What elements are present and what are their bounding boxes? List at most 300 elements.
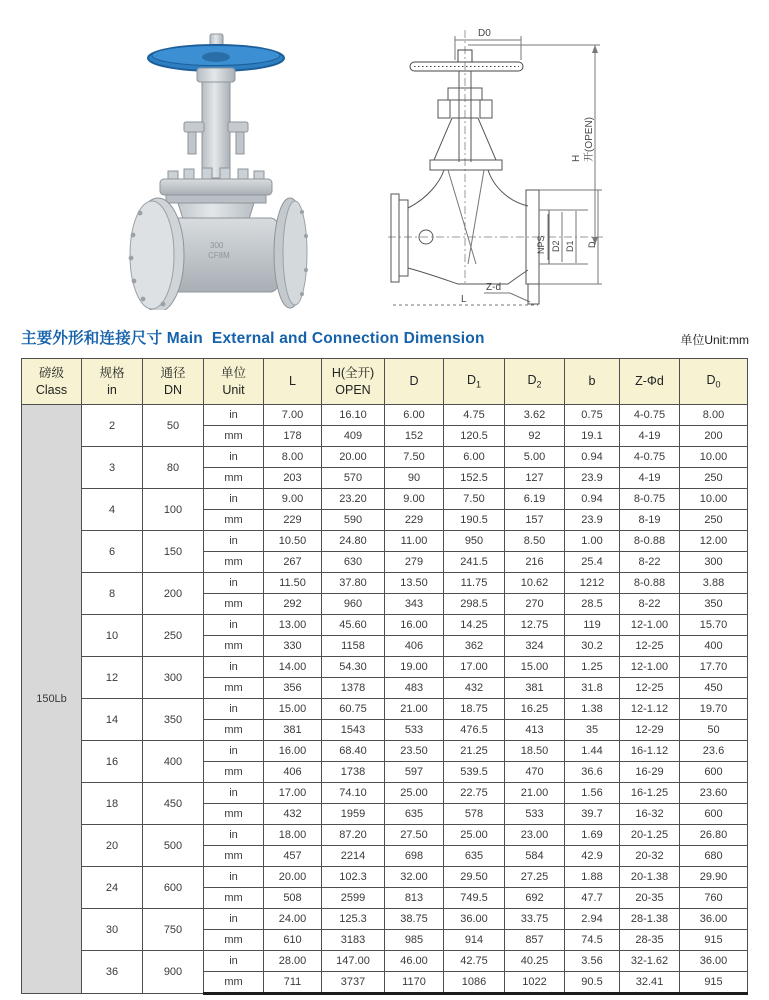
- table-cell: mm: [204, 888, 264, 909]
- table-cell: 9.00: [385, 489, 444, 510]
- table-cell: mm: [204, 594, 264, 615]
- table-row: [22, 615, 748, 636]
- gland-bolt-left: [184, 122, 204, 132]
- table-cell: 635: [385, 804, 444, 825]
- table-cell: 21.00: [385, 699, 444, 720]
- table-cell: 12-25: [620, 678, 680, 699]
- column-header-2: 通径 DN: [143, 359, 204, 405]
- table-cell: 4-0.75: [620, 405, 680, 426]
- column-header-1: 规格 in: [82, 359, 143, 405]
- body-outline: [391, 170, 549, 284]
- table-cell: 4-19: [620, 426, 680, 447]
- table-cell: 3.62: [505, 405, 565, 426]
- table-cell: 20.00: [264, 867, 322, 888]
- section-title: 主要外形和连接尺寸 Main External and Connection Dimension: [21, 330, 485, 347]
- table-cell: 26.80: [680, 825, 748, 846]
- table-cell: 3: [82, 447, 143, 489]
- table-cell: 362: [444, 636, 505, 657]
- table-cell: 18: [82, 783, 143, 825]
- table-cell: 508: [264, 888, 322, 909]
- table-cell: 25.00: [385, 783, 444, 804]
- table-cell: 406: [385, 636, 444, 657]
- table-cell: 12: [82, 657, 143, 699]
- h-dimension: [468, 45, 600, 245]
- table-cell: 10.50: [264, 531, 322, 552]
- column-header-10: Z-Φd: [620, 359, 680, 405]
- table-cell: 8-22: [620, 594, 680, 615]
- table-cell: mm: [204, 552, 264, 573]
- table-cell: 432: [264, 804, 322, 825]
- table-cell: 30: [82, 909, 143, 951]
- table-cell: 22.75: [444, 783, 505, 804]
- table-cell: 1158: [322, 636, 385, 657]
- table-cell: 23.60: [680, 783, 748, 804]
- table-cell: 12-25: [620, 636, 680, 657]
- table-cell: 100: [143, 489, 204, 531]
- table-cell: in: [204, 951, 264, 972]
- table-cell: 40.25: [505, 951, 565, 972]
- table-cell: in: [204, 867, 264, 888]
- table-cell: in: [204, 783, 264, 804]
- table-cell: 87.20: [322, 825, 385, 846]
- table-cell: 8-19: [620, 510, 680, 531]
- table-cell: 19.1: [565, 426, 620, 447]
- table-cell: 14.00: [264, 657, 322, 678]
- table-cell: 500: [143, 825, 204, 867]
- table-cell: 1.25: [565, 657, 620, 678]
- table-cell: 23.6: [680, 741, 748, 762]
- table-row: [22, 783, 748, 804]
- table-cell: 711: [264, 972, 322, 994]
- table-cell: in: [204, 405, 264, 426]
- table-cell: 4-0.75: [620, 447, 680, 468]
- table-cell: mm: [204, 720, 264, 741]
- table-cell: 298.5: [444, 594, 505, 615]
- table-cell: 31.8: [565, 678, 620, 699]
- table-cell: 10.00: [680, 489, 748, 510]
- table-cell: 635: [444, 846, 505, 867]
- table-row: [22, 867, 748, 888]
- table-cell: 10: [82, 615, 143, 657]
- table-cell: 16-1.12: [620, 741, 680, 762]
- table-cell: 692: [505, 888, 565, 909]
- table-cell: in: [204, 741, 264, 762]
- table-cell: 241.5: [444, 552, 505, 573]
- table-cell: 985: [385, 930, 444, 951]
- table-cell: 23.50: [385, 741, 444, 762]
- table-cell: 229: [385, 510, 444, 531]
- table-row: [22, 741, 748, 762]
- d2-label: D2: [551, 240, 561, 252]
- table-cell: mm: [204, 468, 264, 489]
- table-cell: 2214: [322, 846, 385, 867]
- table-cell: 17.00: [264, 783, 322, 804]
- table-cell: 68.40: [322, 741, 385, 762]
- table-cell: 8-0.75: [620, 489, 680, 510]
- gate-valve-drawing-graphic: [388, 12, 723, 314]
- table-cell: 27.50: [385, 825, 444, 846]
- table-cell: 330: [264, 636, 322, 657]
- table-cell: 900: [143, 951, 204, 994]
- table-cell: 11.75: [444, 573, 505, 594]
- table-cell: 23.9: [565, 468, 620, 489]
- table-cell: 20-1.25: [620, 825, 680, 846]
- table-cell: 36: [82, 951, 143, 994]
- table-cell: 35: [565, 720, 620, 741]
- table-cell: 32.41: [620, 972, 680, 994]
- table-cell: 483: [385, 678, 444, 699]
- table-cell: 21.00: [505, 783, 565, 804]
- table-cell: 74.5: [565, 930, 620, 951]
- table-cell: 1.69: [565, 825, 620, 846]
- table-cell: 8.00: [264, 447, 322, 468]
- table-cell: 37.80: [322, 573, 385, 594]
- l-label: L: [461, 294, 467, 305]
- table-cell: 600: [680, 762, 748, 783]
- table-cell: 350: [680, 594, 748, 615]
- table-cell: 1.88: [565, 867, 620, 888]
- table-cell: 46.00: [385, 951, 444, 972]
- column-header-7: $D_1$: [444, 359, 505, 405]
- table-cell: 270: [505, 594, 565, 615]
- table-cell: 250: [680, 468, 748, 489]
- table-body: [22, 405, 748, 994]
- table-cell: 300: [680, 552, 748, 573]
- table-cell: 60.75: [322, 699, 385, 720]
- table-row: [22, 951, 748, 972]
- table-cell: 300: [143, 657, 204, 699]
- table-cell: 610: [264, 930, 322, 951]
- table-cell: 119: [565, 615, 620, 636]
- table-cell: in: [204, 447, 264, 468]
- table-cell: 570: [322, 468, 385, 489]
- zd-label: Z-d: [486, 282, 501, 293]
- table-cell: 8.00: [680, 405, 748, 426]
- table-cell: 324: [505, 636, 565, 657]
- dimension-table: [21, 358, 748, 995]
- table-cell: 14: [82, 699, 143, 741]
- table-row: [22, 699, 748, 720]
- table-cell: 3737: [322, 972, 385, 994]
- table-cell: 39.7: [565, 804, 620, 825]
- table-cell: 200: [680, 426, 748, 447]
- unit-note: 单位Unit:mm: [680, 333, 749, 347]
- table-cell: in: [204, 615, 264, 636]
- table-cell: 16.10: [322, 405, 385, 426]
- table-row: [22, 447, 748, 468]
- d1-label: D1: [565, 240, 575, 252]
- table-cell: 4.75: [444, 405, 505, 426]
- table-cell: 229: [264, 510, 322, 531]
- table-cell: 25.00: [444, 825, 505, 846]
- table-cell: 1959: [322, 804, 385, 825]
- table-cell: 1212: [565, 573, 620, 594]
- table-cell: 6.00: [385, 405, 444, 426]
- table-header-row: [22, 359, 748, 405]
- table-cell: 8: [82, 573, 143, 615]
- table-cell: 147.00: [322, 951, 385, 972]
- table-cell: 450: [680, 678, 748, 699]
- table-cell: 27.25: [505, 867, 565, 888]
- table-cell: 584: [505, 846, 565, 867]
- table-cell: 24: [82, 867, 143, 909]
- table-cell: 74.10: [322, 783, 385, 804]
- valve-photo: [118, 30, 343, 310]
- table-cell: 12-1.12: [620, 699, 680, 720]
- table-cell: 20.00: [322, 447, 385, 468]
- table-cell: in: [204, 489, 264, 510]
- table-cell: 12-29: [620, 720, 680, 741]
- table-cell: 413: [505, 720, 565, 741]
- table-cell: 4-19: [620, 468, 680, 489]
- table-cell: 24.80: [322, 531, 385, 552]
- table-cell: 1170: [385, 972, 444, 994]
- table-cell: 406: [264, 762, 322, 783]
- column-header-0: 磅级 Class: [22, 359, 82, 405]
- table-cell: 960: [322, 594, 385, 615]
- table-cell: 19.00: [385, 657, 444, 678]
- table-cell: 23.9: [565, 510, 620, 531]
- table-cell: mm: [204, 846, 264, 867]
- table-row: [22, 405, 748, 426]
- valve-cast-marking-line1: 300: [210, 241, 224, 250]
- table-cell: mm: [204, 804, 264, 825]
- table-cell: 1.38: [565, 699, 620, 720]
- table-cell: 21.25: [444, 741, 505, 762]
- table-cell: 533: [385, 720, 444, 741]
- table-cell: 12-1.00: [620, 615, 680, 636]
- table-cell: 6: [82, 531, 143, 573]
- open-label: 开(OPEN): [584, 117, 595, 162]
- table-cell: 600: [680, 804, 748, 825]
- table-cell: 54.30: [322, 657, 385, 678]
- nps-label: NPS: [536, 235, 546, 254]
- table-cell: 450: [143, 783, 204, 825]
- table-cell: 7.50: [385, 447, 444, 468]
- column-header-3: 单位 Unit: [204, 359, 264, 405]
- table-cell: 200: [143, 573, 204, 615]
- table-cell: mm: [204, 972, 264, 994]
- column-header-4: L: [264, 359, 322, 405]
- table-cell: 1378: [322, 678, 385, 699]
- valve-dimension-drawing: [388, 12, 723, 314]
- table-cell: 2: [82, 405, 143, 447]
- table-cell: mm: [204, 510, 264, 531]
- table-cell: 590: [322, 510, 385, 531]
- table-cell: 16-29: [620, 762, 680, 783]
- table-cell: 409: [322, 426, 385, 447]
- column-header-8: $D_2$: [505, 359, 565, 405]
- table-cell: in: [204, 573, 264, 594]
- table-cell: 12.75: [505, 615, 565, 636]
- table-cell: 18.00: [264, 825, 322, 846]
- table-cell: 28-1.38: [620, 909, 680, 930]
- table-cell: 950: [444, 531, 505, 552]
- yoke-column: [202, 68, 230, 178]
- table-cell: 8-0.88: [620, 573, 680, 594]
- table-cell: 4: [82, 489, 143, 531]
- table-cell: 10.62: [505, 573, 565, 594]
- table-cell: 19.70: [680, 699, 748, 720]
- table-cell: mm: [204, 762, 264, 783]
- h-label: H: [571, 154, 582, 162]
- table-cell: 190.5: [444, 510, 505, 531]
- table-cell: mm: [204, 678, 264, 699]
- table-cell: 1.00: [565, 531, 620, 552]
- table-cell: 216: [505, 552, 565, 573]
- table-cell: 381: [505, 678, 565, 699]
- table-cell: 16-32: [620, 804, 680, 825]
- table-cell: 476.5: [444, 720, 505, 741]
- table-cell: 432: [444, 678, 505, 699]
- table-cell: 18.50: [505, 741, 565, 762]
- table-cell: 152: [385, 426, 444, 447]
- d-label: D: [587, 241, 597, 248]
- table-cell: 914: [444, 930, 505, 951]
- table-cell: 150: [143, 531, 204, 573]
- table-cell: 17.00: [444, 657, 505, 678]
- table-cell: 152.5: [444, 468, 505, 489]
- table-cell: 381: [264, 720, 322, 741]
- right-flange: [274, 198, 308, 308]
- table-cell: 17.70: [680, 657, 748, 678]
- table-cell: 80: [143, 447, 204, 489]
- table-cell: 90.5: [565, 972, 620, 994]
- table-row: [22, 573, 748, 594]
- table-cell: 42.75: [444, 951, 505, 972]
- table-cell: 698: [385, 846, 444, 867]
- table-cell: 915: [680, 972, 748, 994]
- table-cell: 92: [505, 426, 565, 447]
- table-cell: 125.3: [322, 909, 385, 930]
- table-cell: 120.5: [444, 426, 505, 447]
- table-cell: 2.94: [565, 909, 620, 930]
- table-cell: 3.88: [680, 573, 748, 594]
- table-cell: 127: [505, 468, 565, 489]
- table-cell: 250: [680, 510, 748, 531]
- table-cell: 29.90: [680, 867, 748, 888]
- table-cell: 0.94: [565, 489, 620, 510]
- table-cell: 8.50: [505, 531, 565, 552]
- table-cell: 457: [264, 846, 322, 867]
- table-row: [22, 489, 748, 510]
- table-cell: 15.00: [264, 699, 322, 720]
- table-cell: 25.4: [565, 552, 620, 573]
- table-cell: 42.9: [565, 846, 620, 867]
- gate-valve-photo-graphic: [118, 30, 343, 310]
- table-cell: 38.75: [385, 909, 444, 930]
- table-cell: 16.25: [505, 699, 565, 720]
- table-cell: 90: [385, 468, 444, 489]
- table-cell: 6.19: [505, 489, 565, 510]
- table-row: [22, 657, 748, 678]
- table-cell: 36.00: [680, 909, 748, 930]
- table-cell: 750: [143, 909, 204, 951]
- table-cell: 857: [505, 930, 565, 951]
- table-cell: 267: [264, 552, 322, 573]
- table-cell: in: [204, 657, 264, 678]
- table-cell: 29.50: [444, 867, 505, 888]
- table-cell: 13.00: [264, 615, 322, 636]
- d0-label: D0: [478, 28, 491, 39]
- bonnet-outline: [430, 71, 502, 170]
- table-cell: 1543: [322, 720, 385, 741]
- table-cell: 20-35: [620, 888, 680, 909]
- table-cell: 23.00: [505, 825, 565, 846]
- table-cell: 597: [385, 762, 444, 783]
- table-cell: 18.75: [444, 699, 505, 720]
- table-cell: 203: [264, 468, 322, 489]
- table-cell: mm: [204, 426, 264, 447]
- table-cell: 600: [143, 867, 204, 909]
- table-cell: 813: [385, 888, 444, 909]
- gland-bolt-right: [228, 122, 248, 132]
- table-cell: 279: [385, 552, 444, 573]
- table-cell: 28-35: [620, 930, 680, 951]
- table-cell: 32-1.62: [620, 951, 680, 972]
- table-cell: 16.00: [264, 741, 322, 762]
- table-cell: 50: [143, 405, 204, 447]
- table-cell: 5.00: [505, 447, 565, 468]
- table-cell: 680: [680, 846, 748, 867]
- table-cell: 23.20: [322, 489, 385, 510]
- table-cell: 102.3: [322, 867, 385, 888]
- table-cell: 16.00: [385, 615, 444, 636]
- table-cell: 45.60: [322, 615, 385, 636]
- table-cell: 20: [82, 825, 143, 867]
- table-cell: 8-0.88: [620, 531, 680, 552]
- table-cell: 28.5: [565, 594, 620, 615]
- table-cell: 7.00: [264, 405, 322, 426]
- table-cell: 11.50: [264, 573, 322, 594]
- table-cell: 0.94: [565, 447, 620, 468]
- table-cell: 1.44: [565, 741, 620, 762]
- table-cell: 36.00: [444, 909, 505, 930]
- column-header-9: b: [565, 359, 620, 405]
- table-cell: 20-1.38: [620, 867, 680, 888]
- table-cell: in: [204, 531, 264, 552]
- table-cell: 356: [264, 678, 322, 699]
- table-cell: 32.00: [385, 867, 444, 888]
- zd-callout: [484, 282, 539, 304]
- table-cell: 20-32: [620, 846, 680, 867]
- table-cell: 6.00: [444, 447, 505, 468]
- table-row: [22, 909, 748, 930]
- table-cell: 47.7: [565, 888, 620, 909]
- table-cell: 915: [680, 930, 748, 951]
- table-cell: 15.00: [505, 657, 565, 678]
- table-row: [22, 531, 748, 552]
- table-cell: 7.50: [444, 489, 505, 510]
- table-cell: 400: [143, 741, 204, 783]
- table-cell: 14.25: [444, 615, 505, 636]
- left-flange: [129, 198, 184, 310]
- table-cell: 13.50: [385, 573, 444, 594]
- table-cell: 1738: [322, 762, 385, 783]
- table-cell: 630: [322, 552, 385, 573]
- table-cell: 15.70: [680, 615, 748, 636]
- table-cell: 578: [444, 804, 505, 825]
- table-cell: 24.00: [264, 909, 322, 930]
- table-cell: 178: [264, 426, 322, 447]
- table-cell: 10.00: [680, 447, 748, 468]
- table-cell: 33.75: [505, 909, 565, 930]
- table-cell: 16-1.25: [620, 783, 680, 804]
- table-cell: 470: [505, 762, 565, 783]
- table-cell: 292: [264, 594, 322, 615]
- class-cell: 150Lb: [22, 405, 82, 994]
- table-cell: 350: [143, 699, 204, 741]
